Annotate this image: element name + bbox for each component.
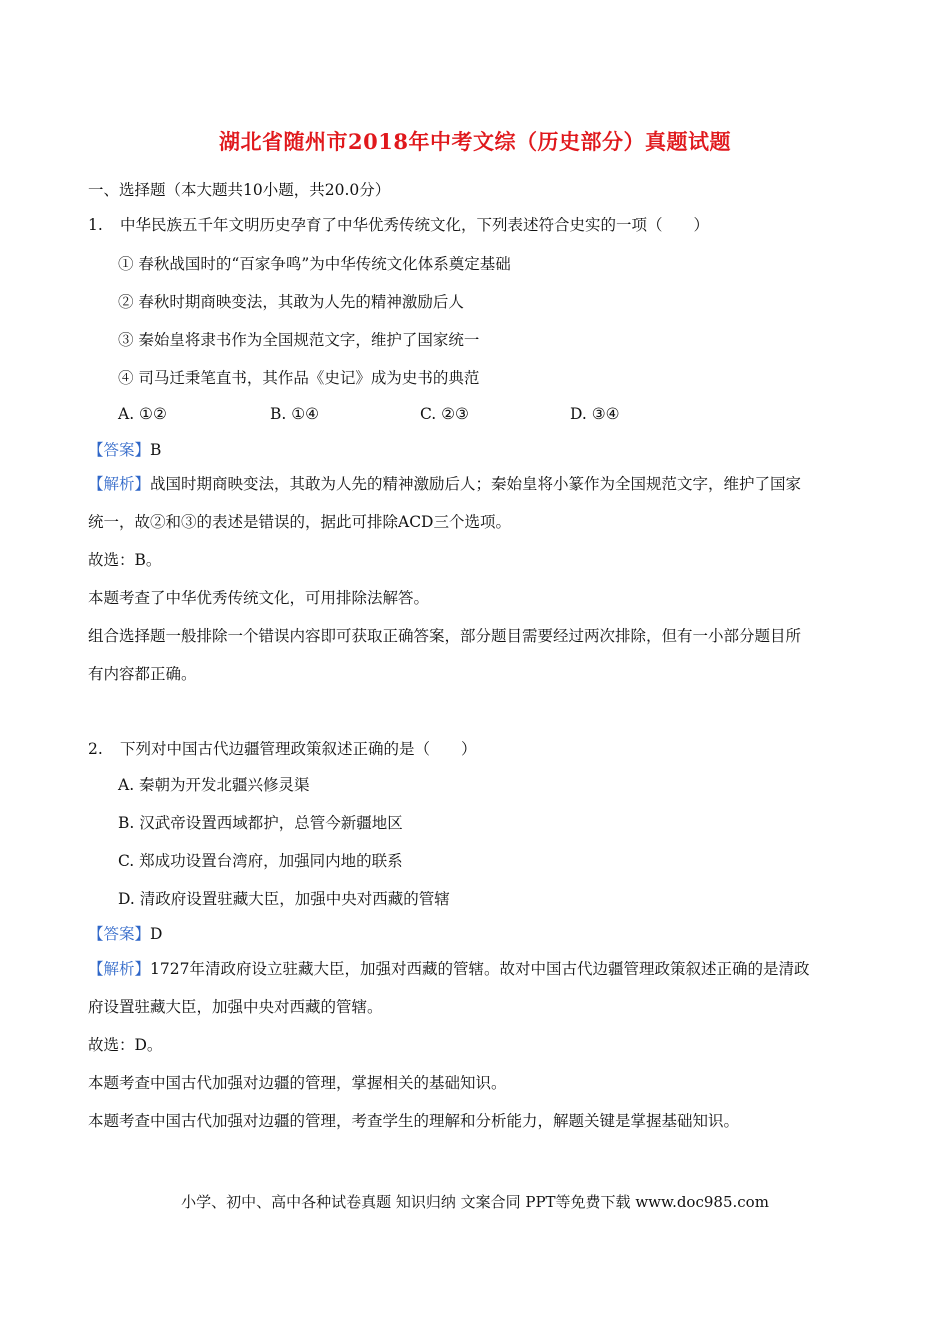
explanation-note: 组合选择题一般排除一个错误内容即可获取正确答案，部分题目需要经过两次排除，但有一小部分题目所 bbox=[88, 627, 802, 645]
analysis-line bbox=[88, 958, 809, 980]
answer-line bbox=[88, 923, 162, 945]
analysis-continuation: 府设置驻藏大臣，加强中央对西藏的管辖。 bbox=[88, 998, 383, 1016]
explanation-note: 本题考查了中华优秀传统文化，可用排除法解答。 bbox=[88, 589, 430, 607]
analysis-line bbox=[88, 473, 801, 495]
choice-statement: 故选：B。 bbox=[88, 551, 162, 569]
question-text: 下列对中国古代边疆管理政策叙述正确的是（ ） bbox=[120, 740, 477, 758]
answer-tag: 【答案】 bbox=[88, 441, 151, 459]
option-d: D. 清政府设置驻藏大臣，加强中央对西藏的管辖 bbox=[118, 890, 450, 908]
statement-3: ③ 秦始皇将隶书作为全国规范文字，维护了国家统一 bbox=[118, 331, 480, 349]
explanation-note: 本题考查中国古代加强对边疆的管理，掌握相关的基础知识。 bbox=[88, 1074, 507, 1092]
analysis-text: 战国时期商映变法，其敢为人先的精神激励后人；秦始皇将小篆作为全国规范文字，维护了国家 bbox=[150, 475, 802, 493]
page-title: 湖北省随州市2018年中考文综（历史部分）真题试题 bbox=[219, 129, 731, 154]
explanation-note: 本题考查中国古代加强对边疆的管理，考查学生的理解和分析能力，解题关键是掌握基础知识。 bbox=[88, 1112, 740, 1130]
answer-value: B bbox=[150, 441, 162, 459]
analysis-tag: 【解析】 bbox=[88, 960, 151, 978]
answer-value: D bbox=[150, 925, 163, 943]
option-a: A. ①② bbox=[118, 405, 167, 423]
section-heading: 一、选择题（本大题共10小题，共20.0分） bbox=[88, 181, 391, 199]
question-2-stem bbox=[88, 738, 477, 760]
choice-statement: 故选：D。 bbox=[88, 1036, 163, 1054]
statement-4: ④ 司马迁秉笔直书，其作品《史记》成为史书的典范 bbox=[118, 369, 480, 387]
analysis-tag: 【解析】 bbox=[88, 475, 151, 493]
answer-tag: 【答案】 bbox=[88, 925, 151, 943]
answer-line bbox=[88, 439, 161, 461]
explanation-note: 有内容都正确。 bbox=[88, 665, 197, 683]
option-a: A. 秦朝为开发北疆兴修灵渠 bbox=[118, 776, 310, 794]
statement-2: ② 春秋时期商映变法，其敢为人先的精神激励后人 bbox=[118, 293, 464, 311]
page-footer: 小学、初中、高中各种试卷真题 知识归纳 文案合同 PPT等免费下载 www.doc985.com bbox=[181, 1193, 769, 1211]
question-1-stem bbox=[88, 214, 709, 236]
option-c: C. ②③ bbox=[420, 405, 469, 423]
analysis-continuation: 统一，故②和③的表述是错误的，据此可排除ACD三个选项。 bbox=[88, 513, 511, 531]
analysis-text: 1727年清政府设立驻藏大臣，加强对西藏的管辖。故对中国古代边疆管理政策叙述正确的是清政 bbox=[150, 960, 810, 978]
question-text: 中华民族五千年文明历史孕育了中华优秀传统文化，下列表述符合史实的一项（ ） bbox=[120, 216, 710, 234]
question-number: 1. bbox=[88, 216, 103, 234]
option-b: B. ①④ bbox=[270, 405, 320, 423]
option-b: B. 汉武帝设置西域都护，总管今新疆地区 bbox=[118, 814, 403, 832]
option-c: C. 郑成功设置台湾府，加强同内地的联系 bbox=[118, 852, 403, 870]
statement-1: ① 春秋战国时的“百家争鸣”为中华传统文化体系奠定基础 bbox=[118, 255, 511, 273]
option-d: D. ③④ bbox=[570, 405, 620, 423]
question-number: 2. bbox=[88, 740, 103, 758]
